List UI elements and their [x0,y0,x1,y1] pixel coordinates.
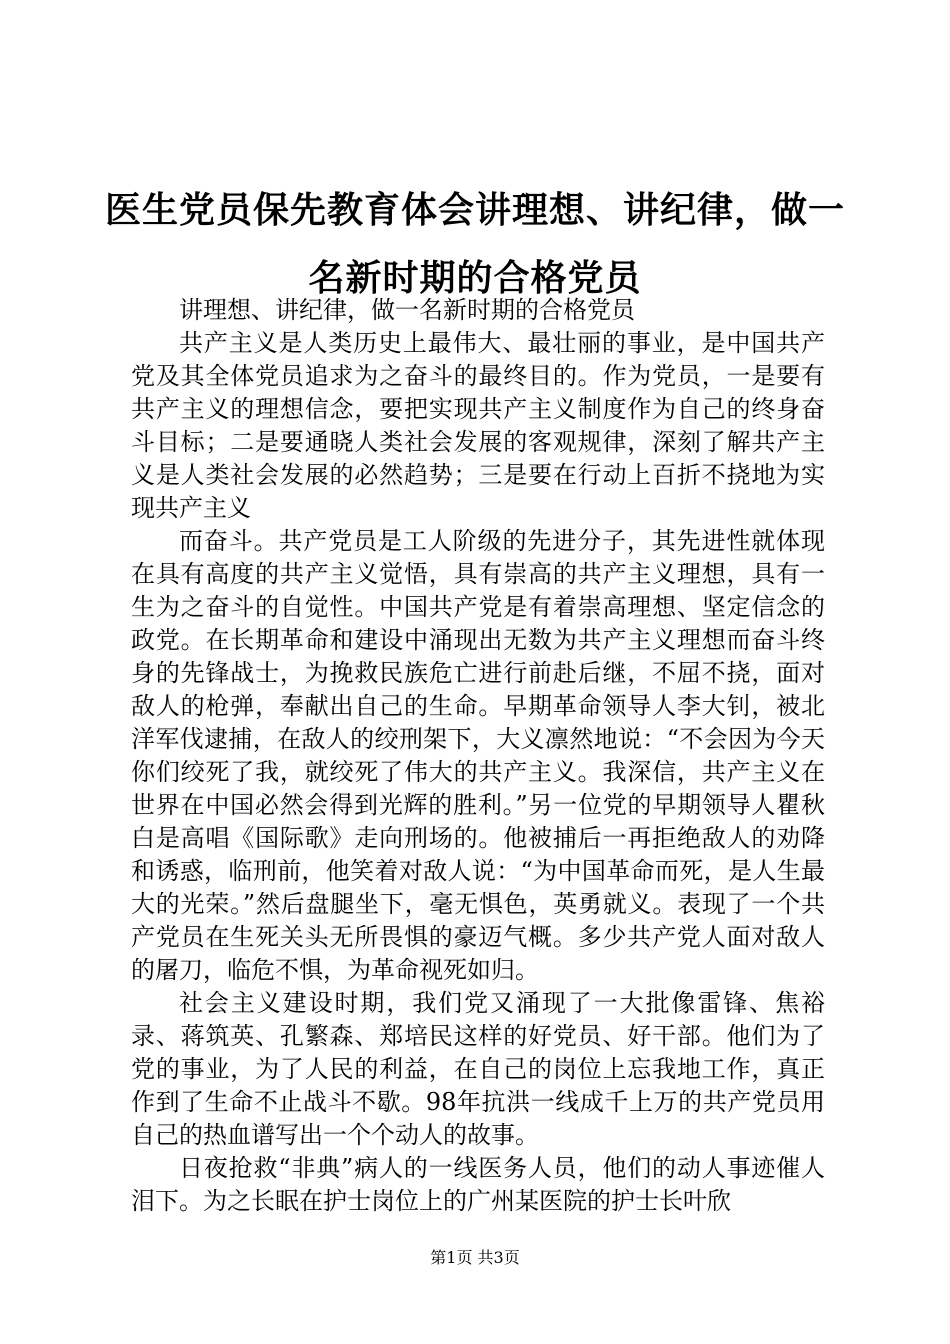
page-footer: 第1页 共3页 [430,1248,520,1267]
document-title: 医生党员保先教育体会讲理想、讲纪律，做一名新时期的合格党员 [104,189,845,299]
paragraph-socialist-construction: 社会主义建设时期，我们党又涌现了一大批像雷锋、焦裕录、蒋筑英、孔繁森、郑培民这样的好党员、好干部。他们为了党的事业，为了人民的利益，在自己的岗位上忘我地工作，真正作到了生命不止战斗不歇。98年抗洪一线成千上万的共产党员用自己的热血谱写出一个个动人的故事。 [131,989,825,1149]
document-body [131,294,825,1218]
paragraph-subtitle: 讲理想、讲纪律，做一名新时期的合格党员 [179,296,635,324]
paragraph-communism-ideal: 共产主义是人类历史上最伟大、最壮丽的事业，是中国共产党及其全体党员追求为之奋斗的最终目的。作为党员，一是要有共产主义的理想信念，要把实现共产主义制度作为自己的终身奋斗目标；二是要通晓人类社会发展的客观规律，深刻了解共产主义是人类社会发展的必然趋势；三是要在行动上百折不挠地为实现共产主义 [131,329,825,522]
paragraph-sars-medical-staff: 日夜抢救“非典”病人的一线医务人员，他们的动人事迹催人泪下。为之长眠在护士岗位上的广州某医院的护士长叶欣 [131,1154,825,1215]
paragraph-revolutionary-martyrs: 而奋斗。共产党员是工人阶级的先进分子，其先进性就体现在具有高度的共产主义觉悟，具有崇高的共产主义理想，具有一生为之奋斗的自觉性。中国共产党是有着崇高理想、坚定信念的政党。在长期革命和建设中涌现出无数为共产主义理想而奋斗终身的先锋战士，为挽救民族危亡进行前赴后继，不屈不挠，面对敌人的枪弹，奉献出自己的生命。早期革命领导人李大钊，被北洋军伐逮捕，在敌人的绞刑架下，大义凛然地说：“不会因为今天你们绞死了我，就绞死了伟大的共产主义。我深信，共产主义在世界在中国必然会得到光辉的胜利。”另一位党的早期领导人瞿秋白是高唱《国际歌》走向刑场的。他被捕后一再拒绝敌人的劝降和诱惑，临刑前，他笑着对敌人说：“为中国革命而死，是人生最大的光荣。”然后盘腿坐下，毫无惧色，英勇就义。表现了一个共产党员在生死关头无所畏惧的豪迈气概。多少共产党人面对敌人的屠刀，临危不惧，为革命视死如归。 [131,527,825,984]
